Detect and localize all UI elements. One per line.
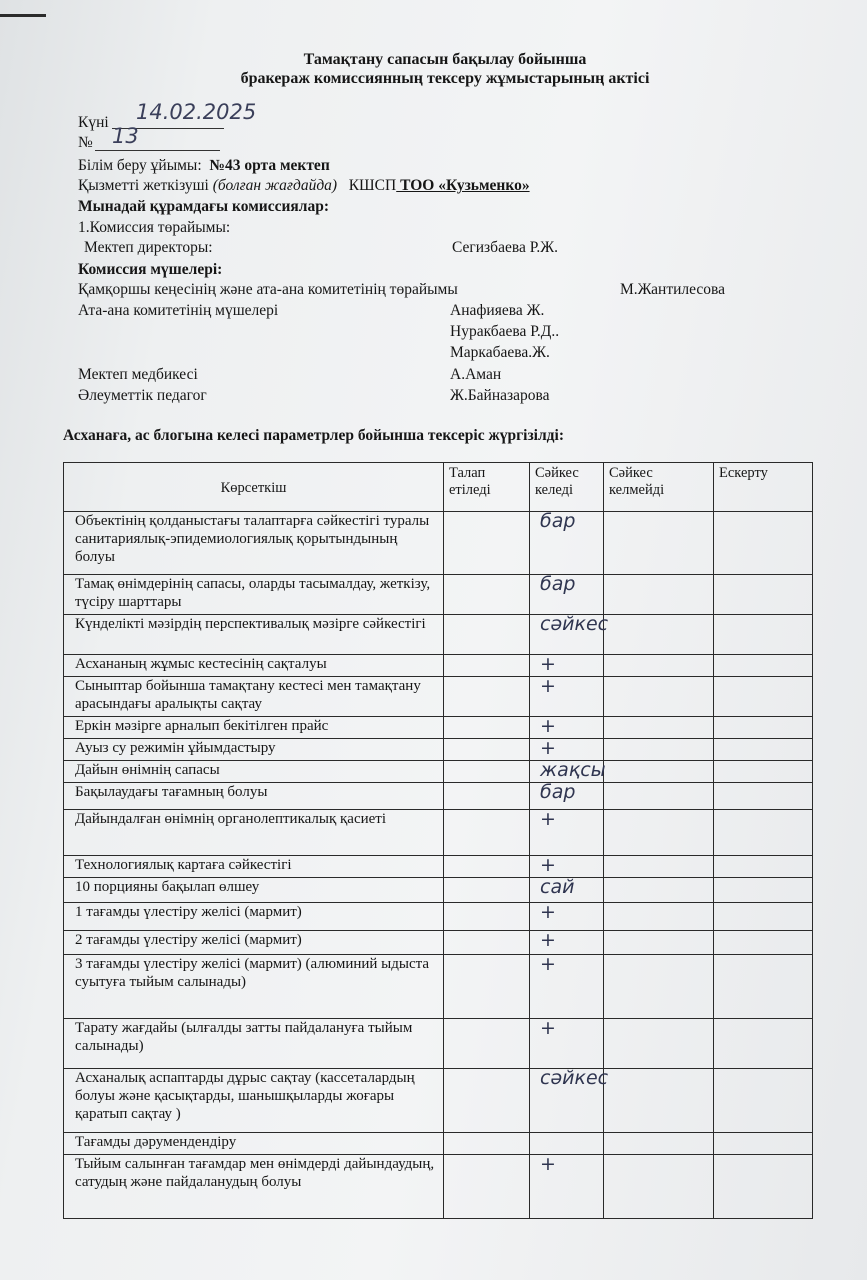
- table-row: Ауыз су режимін ұйымдастыру +: [64, 739, 813, 761]
- table-row: Асханалық аспаптарды дұрыс сақтау (кассеталардың болуы және қасықтарды, шанышқыларды жоғары қаратып сақтау ) сәйкес: [64, 1069, 813, 1133]
- nurse-name: А.Аман: [450, 366, 502, 383]
- date-label: Күні: [78, 114, 109, 131]
- table-header-row: [64, 463, 813, 512]
- school-row: Білім беру ұйымы: №43 орта мектеп: [78, 157, 330, 174]
- board-chair-name: М.Жантилесова: [620, 281, 726, 298]
- board-chair-label: Қамқоршы кеңесінің және ата-ана комитетінің төрайымы: [78, 281, 458, 298]
- table-row: Тыйым салынған тағамдар мен өнімдерді дайындаудың, сатудың және пайдаланудың болуы +: [64, 1155, 813, 1219]
- table-row: Технологиялық картаға сәйкестігі +: [64, 856, 813, 878]
- table-row: Дайындалған өнімнің органолептикалық қасиеті +: [64, 810, 813, 856]
- col-required: Талап етіледі: [444, 463, 530, 512]
- social-pedagogue-label: Әлеуметтік педагог: [78, 387, 207, 404]
- nurse-label: Мектеп медбикесі: [78, 366, 198, 383]
- col-note: Ескерту: [714, 463, 813, 512]
- social-pedagogue-name: Ж.Байназарова: [450, 387, 550, 404]
- number-underline: [95, 150, 220, 151]
- page-edge-mark: [0, 14, 46, 17]
- col-noncompliant: Сәйкес келмейді: [604, 463, 714, 512]
- date-value-handwritten: 14.02.2025: [136, 100, 257, 124]
- commission-heading: Мынадай құрамдағы комиссиялар:: [78, 198, 329, 215]
- supplier-row: Қызметті жеткізуші (болған жағдайда) КШСП ТОО «Кузьменко»: [78, 177, 530, 194]
- members-heading: Комиссия мүшелері:: [78, 261, 223, 278]
- parent-member-1: Анафияева Ж.: [450, 302, 545, 319]
- table-row: Бақылаудағы тағамның болуы бар: [64, 783, 813, 810]
- table-row: Тамақ өнімдерінің сапасы, оларды тасымалдау, жеткізу, түсіру шарттары бар: [64, 575, 813, 615]
- inspection-intro: Асханаға, ас блогына келесі параметрлер бойынша тексеріс жүргізілді:: [63, 427, 564, 444]
- director-label: Мектеп директоры:: [84, 239, 213, 256]
- table-row: 1 тағамды үлестіру желісі (мармит) +: [64, 903, 813, 931]
- parents-label: Ата-ана комитетінің мүшелері: [78, 302, 279, 319]
- table-row: 2 тағамды үлестіру желісі (мармит) +: [64, 931, 813, 955]
- table-row: Дайын өнімнің сапасы жақсы: [64, 761, 813, 783]
- chair-label: 1.Комиссия төрайымы:: [78, 219, 231, 236]
- table-row: Тарату жағдайы (ылғалды затты пайдалануға тыйым салынады) +: [64, 1019, 813, 1069]
- parent-member-2: Нуракбаева Р.Д..: [450, 323, 560, 340]
- table-row: Тағамды дәрумендендіру: [64, 1133, 813, 1155]
- table-row: Еркін мәзірге арналып бекітілген прайс +: [64, 717, 813, 739]
- parent-member-3: Маркабаева.Ж.: [450, 344, 550, 361]
- col-compliant: Сәйкес келеді: [530, 463, 604, 512]
- table-row: Күнделікті мәзірдің перспективалық мәзірге сәйкестігі сәйкес: [64, 615, 813, 655]
- document-title: Тамақтану сапасын бақылау бойынша бракераж комиссиянның тексеру жұмыстарының актісі: [240, 51, 650, 87]
- inspection-table: [63, 462, 813, 1219]
- table-row: Объектінің қолданыстағы талаптарға сәйкестігі туралы санитариялық-эпидемиологиялық қорытындының болуы бар: [64, 512, 813, 575]
- number-value-handwritten: 13: [112, 124, 139, 148]
- table-row: 3 тағамды үлестіру желісі (мармит) (алюминий ыдыста суытуға тыйым салынады) +: [64, 955, 813, 1019]
- table-row: Асхананың жұмыс кестесінің сақталуы +: [64, 655, 813, 677]
- director-name: Сегизбаева Р.Ж.: [452, 239, 559, 256]
- number-label: №: [78, 134, 93, 151]
- table-row: 10 порцияны бақылап өлшеу сай: [64, 878, 813, 903]
- table-row: Сыныптар бойынша тамақтану кестесі мен тамақтану арасындағы аралықты сақтау +: [64, 677, 813, 717]
- col-indicator: Көрсеткіш: [64, 463, 444, 512]
